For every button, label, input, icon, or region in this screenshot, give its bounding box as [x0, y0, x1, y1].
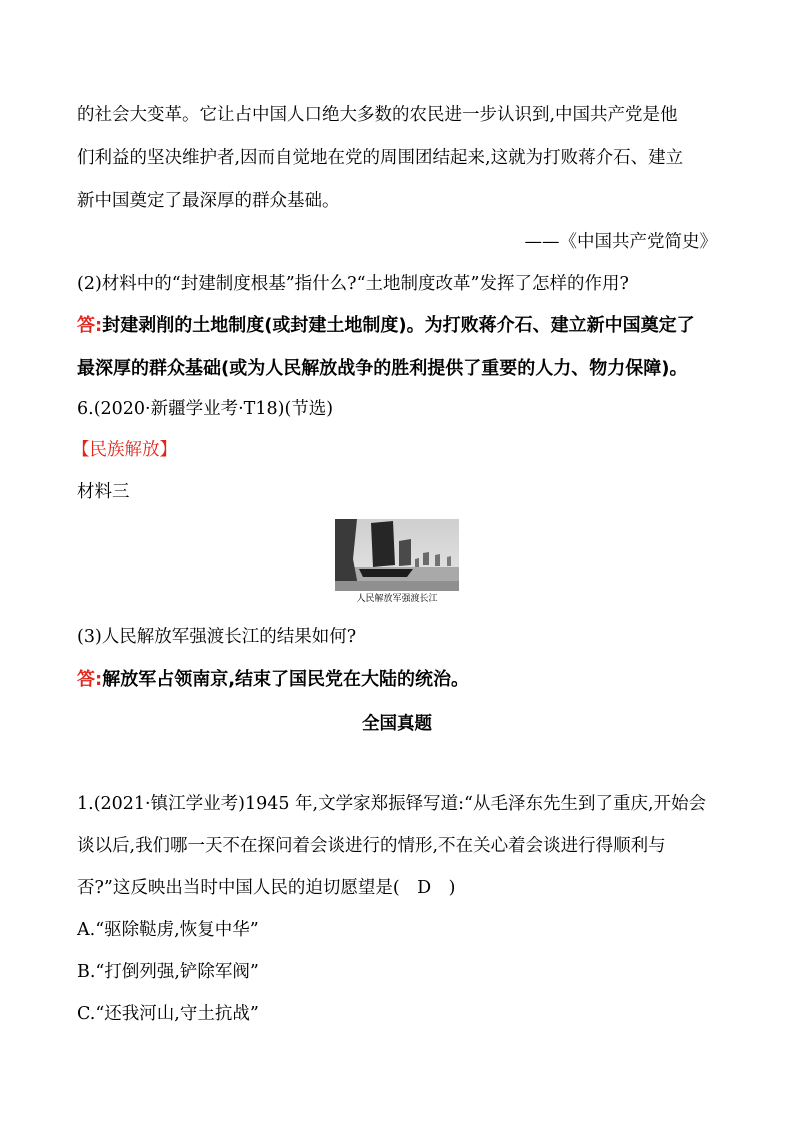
section-tag: 【民族解放】	[72, 440, 177, 460]
material-line-2: 们利益的坚决维护者,因而自觉地在党的周围团结起来,这就为打败蒋介石、建立	[77, 148, 684, 168]
answer-label: 答:	[77, 669, 103, 690]
question-2: (2)材料中的“封建制度根基”指什么?“土地制度改革”发挥了怎样的作用?	[77, 274, 629, 294]
mcq-1-line-1: 1.(2021·镇江学业考)1945 年,文学家郑振铎写道:“从毛泽东先生到了重庆,开始会	[77, 794, 707, 814]
mcq-1-option-a: A.“驱除鞑虏,恢复中华”	[77, 920, 259, 940]
material-source: ——《中国共产党简史》	[524, 232, 717, 252]
answer-2-line-1	[77, 314, 695, 338]
answer-label: 答:	[77, 315, 103, 336]
mcq-1-option-b: B.“打倒列强,铲除军阀”	[77, 962, 259, 982]
material-label: 材料三	[77, 482, 130, 502]
junk-boats-photo	[335, 519, 459, 591]
question-6-header: 6.(2020·新疆学业考·T18)(节选)	[77, 399, 334, 419]
mcq-1-line-2: 谈以后,我们哪一天不在探问着会谈进行的情形,不在关心着会谈进行得顺利与	[77, 836, 666, 856]
material-line-3: 新中国奠定了最深厚的群众基础。	[77, 191, 340, 211]
answer-2-text-1: 封建剥削的土地制度(或封建土地制度)。为打败蒋介石、建立新中国奠定了	[102, 315, 695, 336]
material-line-1: 的社会大变革。它让占中国人口绝大多数的农民进一步认识到,中国共产党是他	[77, 105, 678, 125]
river-crossing-figure	[335, 519, 459, 605]
answer-3-line	[77, 668, 469, 692]
question-3: (3)人民解放军强渡长江的结果如何?	[77, 627, 357, 647]
answer-3-text: 解放军占领南京,结束了国民党在大陆的统治。	[102, 669, 470, 690]
mcq-1-option-c: C.“还我河山,守土抗战”	[77, 1004, 259, 1024]
answer-2-line-2: 最深厚的群众基础(或为人民解放战争的胜利提供了重要的人力、物力保障)。	[77, 358, 688, 379]
section-title: 全国真题	[362, 714, 432, 734]
figure-caption: 人民解放军强渡长江	[356, 594, 438, 604]
mcq-1-line-3: 否?”这反映出当时中国人民的迫切愿望是( D )	[77, 878, 456, 898]
